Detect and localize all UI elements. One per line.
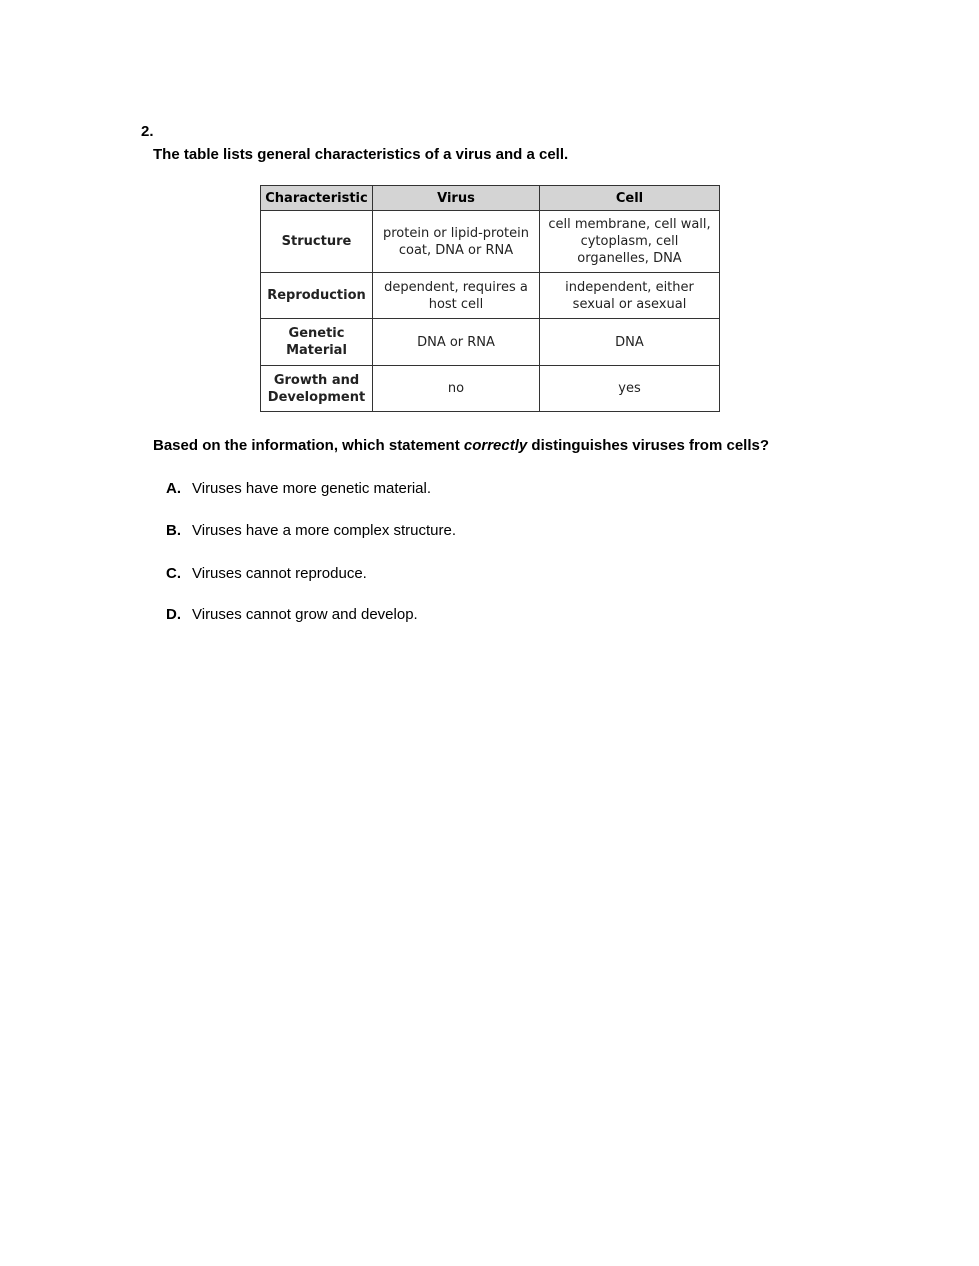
question-prompt [153, 437, 769, 454]
table-row [261, 319, 720, 366]
row-cell: DNA [540, 319, 720, 366]
table-header-row [261, 186, 720, 211]
table-row [261, 273, 720, 319]
choice-letter: D. [166, 606, 181, 623]
row-virus: dependent, requires a host cell [373, 273, 540, 319]
row-characteristic: Genetic Material [261, 319, 373, 366]
row-cell: independent, either sexual or asexual [540, 273, 720, 319]
prompt-before: Based on the information, which statement [153, 437, 460, 454]
characteristics-table [260, 185, 720, 412]
table-row [261, 211, 720, 273]
row-virus: protein or lipid-protein coat, DNA or RNA [373, 211, 540, 273]
question-number: 2. [141, 123, 154, 140]
row-virus: no [373, 366, 540, 412]
question-intro: The table lists general characteristics of a virus and a cell. [153, 146, 569, 163]
choice-letter: A. [166, 480, 181, 497]
table-row [261, 366, 720, 412]
choice-letter: C. [166, 565, 181, 582]
answer-choice-a[interactable] [166, 480, 431, 497]
row-cell: cell membrane, cell wall, cytoplasm, cell organelles, DNA [540, 211, 720, 273]
answer-choice-c[interactable] [166, 565, 367, 582]
header-cell: Cell [540, 186, 720, 211]
answer-choice-d[interactable] [166, 606, 418, 623]
row-characteristic: Structure [261, 211, 373, 273]
row-virus: DNA or RNA [373, 319, 540, 366]
choice-text: Viruses have more genetic material. [192, 480, 432, 497]
choice-letter: B. [166, 522, 181, 539]
header-characteristic: Characteristic [261, 186, 373, 211]
choice-text: Viruses cannot grow and develop. [192, 606, 418, 623]
prompt-emphasis: correctly [463, 437, 528, 454]
row-characteristic: Growth and Development [261, 366, 373, 412]
choice-text: Viruses cannot reproduce. [192, 565, 367, 582]
header-virus: Virus [373, 186, 540, 211]
row-characteristic: Reproduction [261, 273, 373, 319]
prompt-after: distinguishes viruses from cells? [531, 437, 769, 454]
choice-text: Viruses have a more complex structure. [192, 522, 457, 539]
row-cell: yes [540, 366, 720, 412]
answer-choice-b[interactable] [166, 522, 456, 539]
